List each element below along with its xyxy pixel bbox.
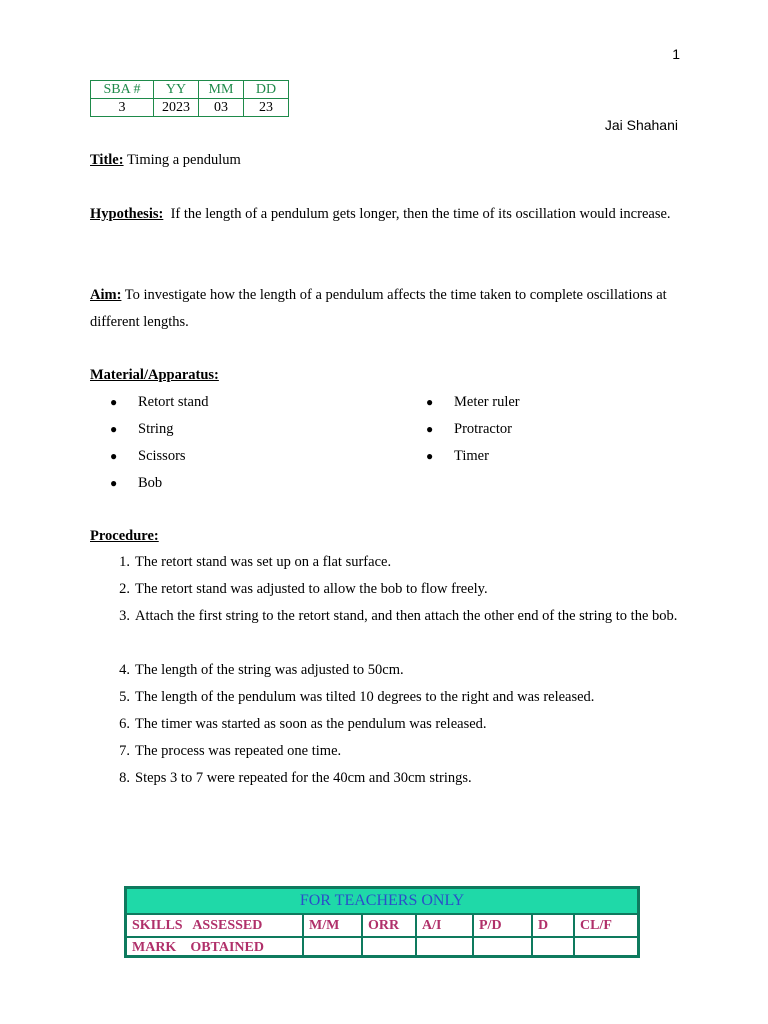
title-label: Title: <box>90 152 124 168</box>
mm-value-cell: 03 <box>199 99 244 117</box>
hypothesis-paragraph <box>90 201 690 228</box>
procedure-step: 8. Steps 3 to 7 were repeated for the 40cm and 30cm strings. <box>119 770 472 786</box>
materials-label: Material/Apparatus: <box>90 367 219 383</box>
aim-text: To investigate how the length of a pendulum affects the time taken to complete oscillations at different lengths. <box>90 287 667 330</box>
dd-header-cell: DD <box>244 81 289 99</box>
procedure-step: 4. The length of the string was adjusted to 50cm. <box>119 662 404 678</box>
aim-label: Aim: <box>90 287 122 303</box>
bullet-icon: ● <box>426 395 434 409</box>
mark-cell <box>474 937 533 958</box>
mark-cell <box>533 937 575 958</box>
bullet-icon: ● <box>110 395 118 409</box>
bullet-icon: ● <box>426 449 434 463</box>
materials-heading <box>90 367 219 384</box>
title-text: Timing a pendulum <box>126 152 241 168</box>
skill-ai: A/I <box>417 915 474 936</box>
procedure-step: 3. Attach the first string to the retort stand, and then attach the other end of the string to the bob. <box>119 608 678 624</box>
procedure-step: 6. The timer was started as soon as the pendulum was released. <box>119 716 487 732</box>
material-item: ● Retort stand <box>110 394 209 410</box>
material-item: ● Bob <box>110 475 163 491</box>
mark-cell <box>417 937 474 958</box>
procedure-step: 1. The retort stand was set up on a flat surface. <box>119 554 392 570</box>
yy-header-cell: YY <box>154 81 199 99</box>
hypothesis-label: Hypothesis: <box>90 206 164 222</box>
bullet-icon: ● <box>110 449 118 463</box>
teachers-table-heading: FOR TEACHERS ONLY <box>127 889 637 915</box>
skill-clf: CL/F <box>580 918 612 933</box>
procedure-heading <box>90 528 159 545</box>
mark-obtained-label: MARK OBTAINED <box>127 937 304 958</box>
skill-orr: ORR <box>363 915 417 936</box>
mark-cell <box>575 937 637 958</box>
sba-table <box>90 80 289 117</box>
material-item: ● Meter ruler <box>426 394 520 410</box>
material-item: ● String <box>110 421 174 437</box>
skill-d: D <box>533 915 575 936</box>
material-item: ● Protractor <box>426 421 512 437</box>
yy-value-cell: 2023 <box>154 99 199 117</box>
material-item: ● Timer <box>426 448 489 464</box>
mark-cell <box>363 937 417 958</box>
procedure-step: 2. The retort stand was adjusted to allow the bob to flow freely. <box>119 581 488 597</box>
procedure-step: 7. The process was repeated one time. <box>119 743 342 759</box>
skills-assessed-label: SKILLS ASSESSED <box>127 915 304 936</box>
sba-value-cell: 3 <box>91 99 154 117</box>
page-number: 1 <box>672 46 680 62</box>
mark-obtained-row <box>127 937 637 958</box>
mark-cell <box>304 937 363 958</box>
skills-assessed-row <box>127 915 637 938</box>
procedure-label: Procedure: <box>90 528 159 544</box>
bullet-icon: ● <box>110 476 118 490</box>
title-line <box>90 152 241 169</box>
aim-paragraph <box>90 282 690 336</box>
bullet-icon: ● <box>426 422 434 436</box>
skill-pd: P/D <box>474 915 533 936</box>
sba-header-cell: SBA # <box>91 81 154 99</box>
dd-value-cell: 23 <box>244 99 289 117</box>
mm-header-cell: MM <box>199 81 244 99</box>
author-name: Jai Shahani <box>604 117 678 133</box>
skill-mm: M/M <box>304 915 363 936</box>
bullet-icon: ● <box>110 422 118 436</box>
hypothesis-text: If the length of a pendulum gets longer, then the time of its oscillation would increase. <box>170 206 671 222</box>
material-item: ● Scissors <box>110 448 186 464</box>
teachers-assessment-table <box>124 886 640 958</box>
procedure-step: 5. The length of the pendulum was tilted 10 degrees to the right and was released. <box>119 689 595 705</box>
